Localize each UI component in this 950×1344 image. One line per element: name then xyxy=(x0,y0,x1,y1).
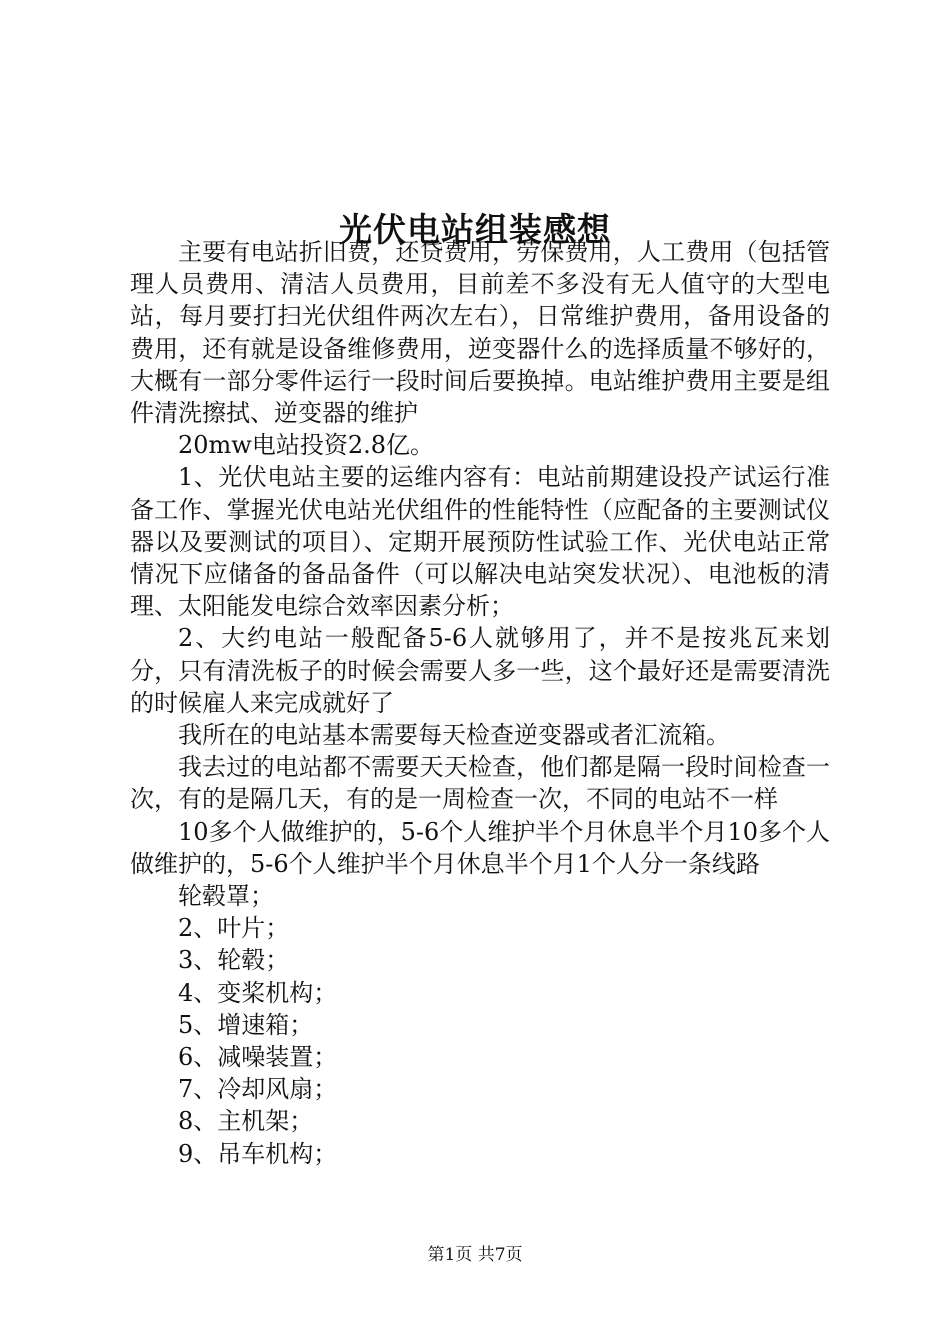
list-item: 2、叶片； xyxy=(178,914,290,943)
page-number-footer: 第1页 共7页 xyxy=(427,1245,523,1265)
list-item: 7、冷却风扇； xyxy=(178,1075,338,1104)
list-item: 6、减噪装置； xyxy=(178,1043,338,1072)
document-title: 光伏电站组装感想 xyxy=(339,210,611,250)
list-item: 4、变桨机构； xyxy=(178,978,338,1007)
list-item: 5、增速箱； xyxy=(178,1010,314,1039)
paragraph-staffing: 2、大约电站一般配备5-6人就够用了，并不是按兆瓦来划分，只有清洗板子的时候会需要人多一些，这个最好还是需要清洗的时候雇人来完成就好了 xyxy=(130,624,830,717)
paragraph-investment: 20mw电站投资2.8亿。 xyxy=(178,431,435,460)
paragraph-periodic-check: 我去过的电站都不需要天天检查，他们都是隔一段时间检查一次，有的是隔几天，有的是一周检查一次，不同的电站不一样 xyxy=(130,753,830,814)
paragraph-maintenance-content: 1、光伏电站主要的运维内容有：电站前期建设投产试运行准备工作、掌握光伏电站光伏组件的性能特性（应配备的主要测试仪器以及要测试的项目）、定期开展预防性试验工作、光伏电站正常情况下应储备的备品备件（可以解决电站突发状况）、电池板的清理、太阳能发电综合效率因素分析； xyxy=(130,463,830,621)
paragraph-costs: 主要有电站折旧费，还贷费用，劳保费用，人工费用（包括管理人员费用、清洁人员费用，目前差不多没有无人值守的大型电站，每月要打扫光伏组件两次左右），日常维护费用，备用设备的费用，还有就是设备维修费用，逆变器什么的选择质量不够好的，大概有一部分零件运行一段时间后要换掉。电站维护费用主要是组件清洗擦拭、逆变器的维护 xyxy=(130,238,830,428)
list-item: 3、轮毂； xyxy=(178,946,290,975)
paragraph-shift-schedule: 10多个人做维护的，5-6个人维护半个月休息半个月10多个人做维护的，5-6个人维护半个月休息半个月1个人分一条线路 xyxy=(130,817,830,878)
list-item: 9、吊车机构； xyxy=(178,1139,338,1168)
paragraph-daily-check: 我所在的电站基本需要每天检查逆变器或者汇流箱。 xyxy=(178,721,730,750)
list-item: 8、主机架； xyxy=(178,1107,314,1136)
list-item: 轮毂罩； xyxy=(178,882,274,911)
document-body xyxy=(130,236,830,1170)
